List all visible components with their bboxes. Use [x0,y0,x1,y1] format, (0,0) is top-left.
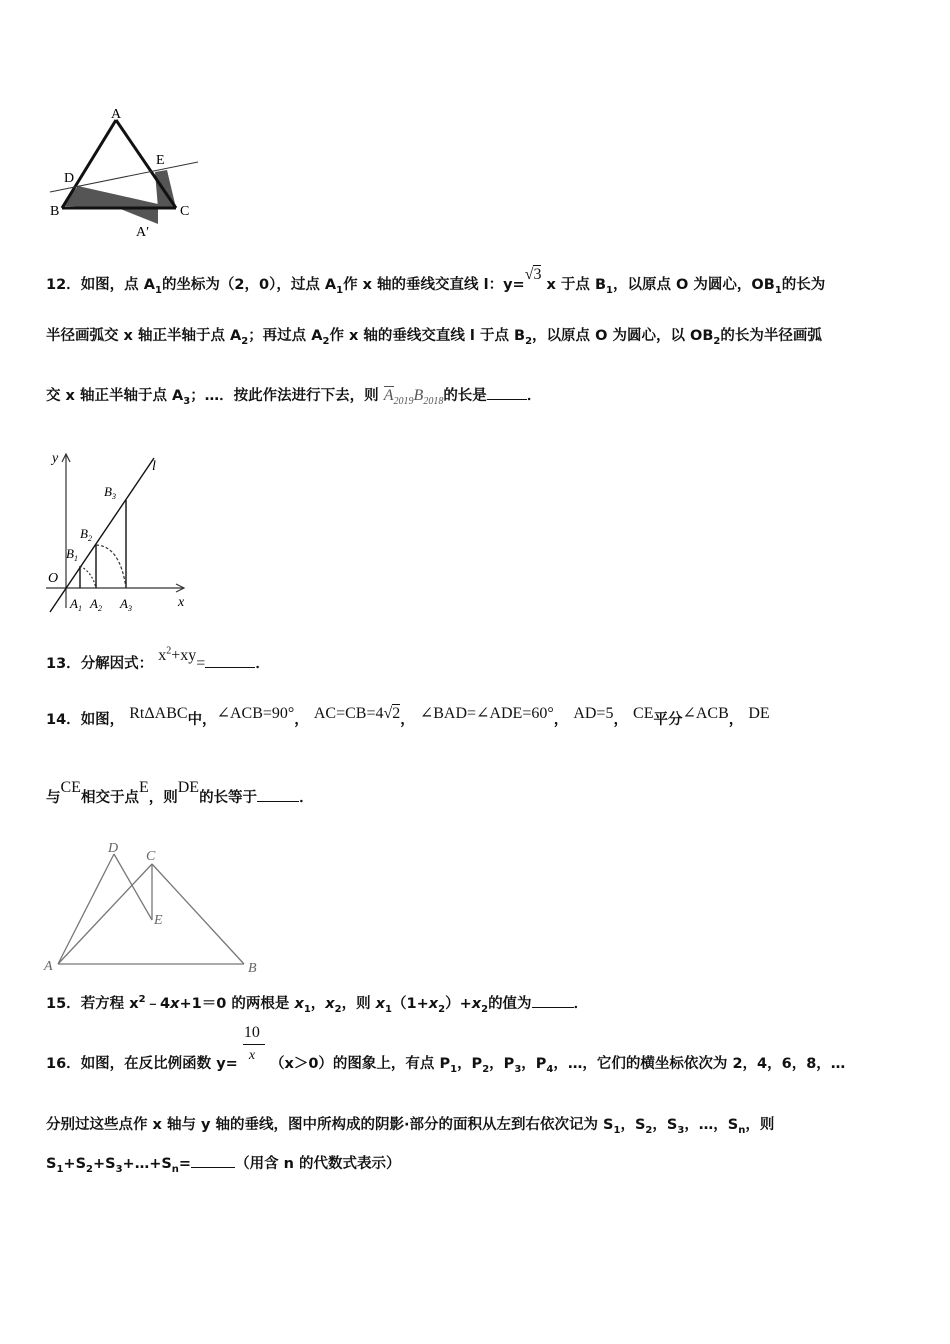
label-B1: $B_1$ [66,546,78,563]
label-B2: $B_2$ [80,526,92,543]
question-12-line-2: 半径画弧交 x 轴正半轴于点 $A_2$；再过点 $A_2$作 x 轴的垂线交直线 l 于点 $B_2$，以原点 O 为圆心，以 $OB_2$的长为半径画弧 [46,328,822,347]
label-y: y [52,451,59,466]
label-B3: $B_3$ [104,484,116,501]
fraction-10-over-x: $\frac{10}{x}$ [243,1052,265,1068]
label-l: l [152,459,156,474]
question-16-line-1: 16．如图，在反比例函数 y= $\frac{10}{x}$ （x＞0）的图象上，有点 $P_1$，$P_2$，$P_3$，$P_4$，…，它们的横坐标依次为 2，4，6，8，… [46,1024,846,1075]
answer-blank-15[interactable] [532,1007,574,1008]
triangle-fold-figure [40,100,210,240]
answer-blank-16[interactable] [191,1167,235,1168]
label-A2: $A_2$ [90,596,102,613]
label-A1: $A_1$ [70,596,82,613]
label-x: x [178,595,185,610]
label-O: O [48,571,59,586]
label-C: C [180,204,190,219]
side-ad [58,854,114,964]
answer-blank-14[interactable] [257,801,299,802]
coordinate-arc-figure [42,448,202,618]
triangle-abc-figure [40,840,270,980]
label-E: E [156,153,165,168]
answer-blank-12[interactable] [487,399,527,400]
label-C: C [146,849,156,864]
shaded-region-left [62,186,158,224]
question-12-line-3: 交 x 轴正半轴于点 $A_3$；…．按此作法进行下去，则 $A_{2019}B_{2018}$的长是 ． [46,387,542,408]
question-13: 13．分解因式： $x^2+xy=$ ． [46,645,270,672]
answer-blank-13[interactable] [205,667,255,668]
question-16-line-3: $S_1+S_2+S_3+\dots+S_n=$ （用含 n 的代数式表示） [46,1156,401,1175]
question-12-line-1: 12．如图，点 $A_1$的坐标为（2，0），过点 $A_1$作 x 轴的垂线交直线 l：y=√3 x 于点 $B_1$，以原点 O 为圆心，$OB_1$的长为 [46,266,826,296]
label-A: A [111,107,122,122]
arc-2 [96,545,126,588]
question-14-line-2: 与CE相交于点E，则DE的长等于 ． [46,779,314,806]
question-15: 15．若方程 $x^2﹣4x+1=0$ 的两根是 $x_1$，$x_2$，则 $x_1(1+x_2)+x_2$的值为 ． [46,994,589,1015]
label-D: D [108,841,119,856]
label-A-prime: A′ [136,225,150,240]
label-A: A [44,959,53,974]
arc-expression: $A_{2019}B_{2018}$ [383,387,444,408]
question-14-line-1: 14．如图， RtΔABC中，∠ACB=90°， AC=CB=4√2， ∠BAD=∠ADE=60°， AD=5， CE平分∠ACB， DE [46,705,770,728]
label-B: B [248,961,257,976]
side-ac [116,120,176,208]
label-B: B [50,204,60,219]
side-cb [152,864,244,964]
label-A3: $A_3$ [120,596,132,613]
question-16-line-2: 分别过这些点作 x 轴与 y 轴的垂线，图中所构成的阴影·部分的面积从左到右依次记为 $S_1$，$S_2$，$S_3$，…，$S_n$，则 [46,1117,775,1136]
label-E: E [154,913,163,928]
label-D: D [64,171,75,186]
arc-1 [80,566,96,588]
side-ac [58,864,152,964]
